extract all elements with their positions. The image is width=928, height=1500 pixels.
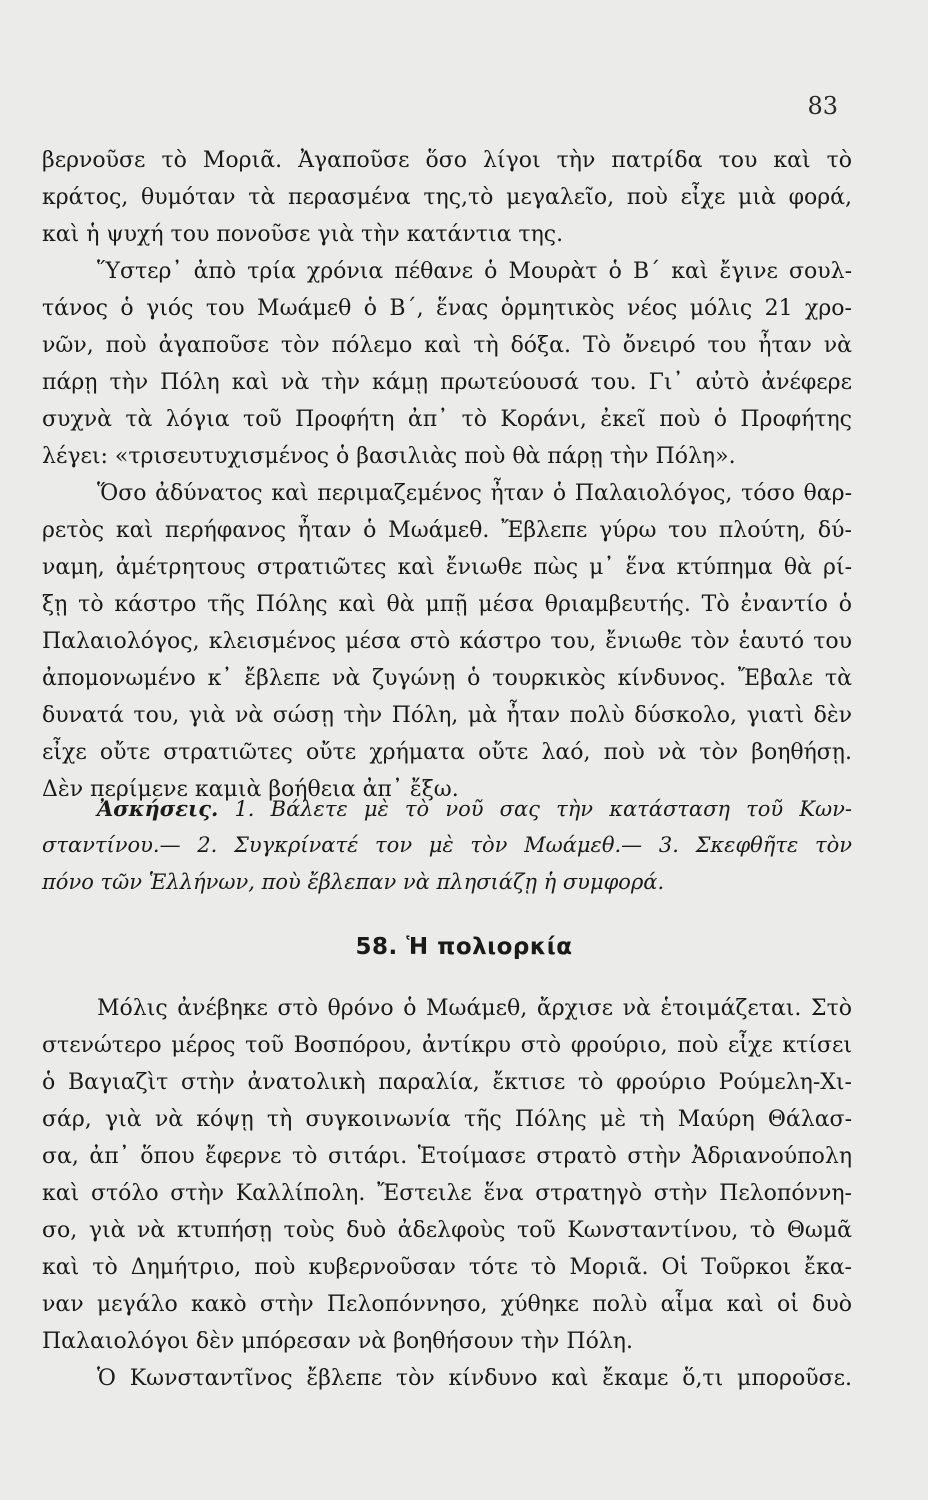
text-line: σα, ἀπ᾿ ὅπου ἔφερνε τὸ σιτάρι. Ἑτοίμασε στρατὸ στὴν Ἀδριανούπολη [42, 1144, 852, 1169]
intro-text [42, 142, 852, 808]
exercise-line: πόνο τῶν Ἑλλήνων, ποὺ ἔβλεπαν νὰ πλησιάζῃ ἡ συμφορά. [42, 870, 665, 894]
text-line: ὁ Βαγιαζὶτ στὴν ἀνατολικὴ παραλία, ἔκτισε τὸ φρούριο Ρούμελη-Χι- [42, 1070, 852, 1095]
text-line: Παλαιολόγοι δὲν μπόρεσαν νὰ βοηθήσουν τὴν Πόλη. [42, 1329, 633, 1354]
text-line: σάρ, γιὰ νὰ κόψῃ τὴ συγκοινωνία τῆς Πόλης μὲ τὴ Μαύρη Θάλασ- [42, 1107, 852, 1132]
chapter-heading: 58. Ἡ πολιορκία [355, 934, 573, 960]
text-line: ρετὸς καὶ περήφανος ἦταν ὁ Μωάμεθ. Ἔβλεπε γύρω του πλούτη, δύ- [42, 518, 852, 543]
exercises-section [42, 790, 852, 901]
text-line: λέγει: «τρισευτυχισμένος ὁ βασιλιὰς ποὺ θὰ πάρῃ τὴν Πόλη». [42, 444, 736, 469]
exercise-line: σταντίνου.— 2. Συγκρίνατέ τον μὲ τὸν Μωάμεθ.— 3. Σκεφθῆτε τὸν [42, 833, 852, 857]
text-line: τάνος ὁ γιός του Μωάμεθ ὁ Β΄, ἕνας ὁρμητικὸς νέος μόλις 21 χρο- [42, 296, 852, 321]
text-line: στενώτερο μέρος τοῦ Βοσπόρου, ἀντίκρυ στὸ φρούριο, ποὺ εἶχε κτίσει [42, 1033, 852, 1058]
text-line: πάρῃ τὴν Πόλη καὶ νὰ τὴν κάμῃ πρωτεύουσά του. Γι᾿ αὐτὸ ἀνέφερε [42, 370, 852, 395]
text-line: σο, γιὰ νὰ κτυπήσῃ τοὺς δυὸ ἀδελφοὺς τοῦ Κωνσταντίνου, τὸ Θωμᾶ [42, 1218, 852, 1243]
text-line: εἶχε οὔτε στρατιῶτες οὔτε χρήματα οὔτε λαό, ποὺ νὰ τὸν βοηθήσῃ. [42, 740, 852, 765]
text-line: Ὅσο ἀδύνατος καὶ περιμαζεμένος ἦταν ὁ Παλαιολόγος, τόσο θαρ- [97, 481, 852, 506]
text-line: καὶ τὸ Δημήτριο, ποὺ κυβερνοῦσαν τότε τὸ Μοριᾶ. Οἱ Τοῦρκοι ἔκα- [42, 1255, 852, 1280]
exercise-text: 1. Βάλετε μὲ τὸ νοῦ σας τὴν κατάσταση τοῦ Κων- [218, 797, 852, 821]
text-line: νῶν, ποὺ ἀγαποῦσε τὸν πόλεμο καὶ τὴ δόξα. Τὸ ὄνειρό του ἦταν νὰ [42, 333, 852, 358]
exercises-label: Ἀσκήσεις. [97, 796, 219, 821]
text-line: ναμη, ἀμέτρητους στρατιῶτες καὶ ἔνιωθε πὼς μ᾿ ἕνα κτύπημα θὰ ρί- [42, 555, 852, 580]
text-line: καὶ ἡ ψυχή του πονοῦσε γιὰ τὴν κατάντια της. [42, 222, 564, 247]
text-line: ναν μεγάλο κακὸ στὴν Πελοπόννησο, χύθηκε πολὺ αἷμα καὶ οἱ δυὸ [42, 1292, 852, 1317]
text-line: δυνατά του, γιὰ νὰ σώσῃ τὴν Πόλη, μὰ ἦταν πολὺ δύσκολο, γιατὶ δὲν [42, 703, 852, 728]
text-line: ξῃ τὸ κάστρο τῆς Πόλης καὶ θὰ μπῇ μέσα θριαμβευτής. Τὸ ἐναντίο ὁ [42, 592, 852, 617]
text-line: Ὁ Κωνσταντῖνος ἔβλεπε τὸν κίνδυνο καὶ ἔκαμε ὅ,τι μποροῦσε. [97, 1366, 852, 1391]
siege-text [42, 990, 852, 1397]
text-line: βερνοῦσε τὸ Μοριᾶ. Ἀγαποῦσε ὅσο λίγοι τὴν πατρίδα του καὶ τὸ [42, 148, 852, 173]
text-line: καὶ στόλο στὴν Καλλίπολη. Ἔστειλε ἕνα στρατηγὸ στὴν Πελοπόννη- [42, 1181, 852, 1206]
text-line: Ὕστερ᾿ ἀπὸ τρία χρόνια πέθανε ὁ Μουρὰτ ὁ Β΄ καὶ ἔγινε σουλ- [97, 259, 852, 284]
text-line: Δὲν περίμενε καμιὰ βοήθεια ἀπ᾿ ἔξω. [42, 777, 459, 802]
text-line: ἀπομονωμένο κ᾿ ἔβλεπε νὰ ζυγώνῃ ὁ τουρκικὸς κίνδυνος. Ἔβαλε τὰ [42, 666, 852, 691]
exercise-line [42, 790, 852, 827]
text-line: κράτος, θυμόταν τὰ περασμένα της,τὸ μεγαλεῖο, ποὺ εἶχε μιὰ φορά, [42, 185, 852, 210]
page-number: 83 [807, 92, 838, 120]
text-line: Μόλις ἀνέβηκε στὸ θρόνο ὁ Μωάμεθ, ἄρχισε νὰ ἑτοιμάζεται. Στὸ [97, 996, 852, 1021]
text-line: Παλαιολόγος, κλεισμένος μέσα στὸ κάστρο του, ἔνιωθε τὸν ἑαυτό του [42, 629, 852, 654]
text-line: συχνὰ τὰ λόγια τοῦ Προφήτη ἀπ᾿ τὸ Κοράνι, ἐκεῖ ποὺ ὁ Προφήτης [42, 407, 852, 432]
